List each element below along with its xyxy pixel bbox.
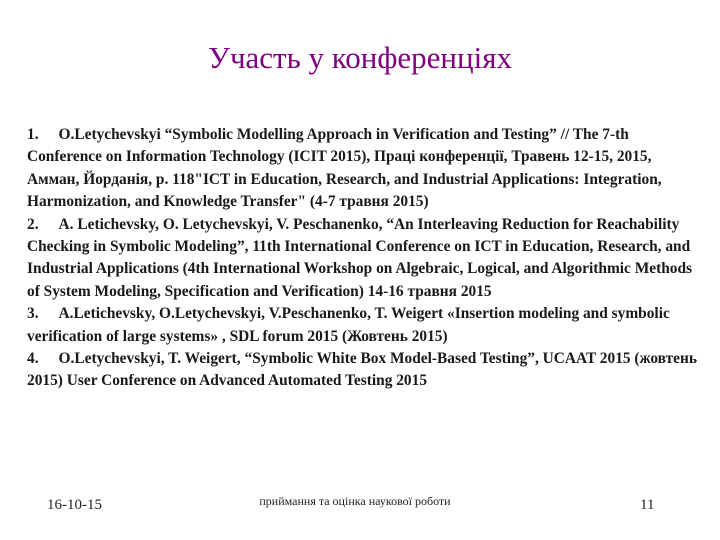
list-item [27,348,699,393]
page-number: 11 [640,497,655,513]
item-number: 2. [27,215,39,233]
footer-caption: приймання та оцінка наукової роботи [259,494,451,508]
item-number: 3. [27,305,39,323]
item-text: O.Letychevskyi, T. Weigert, “Symbolic White Box Model-Based Testing”, UCAAT 2015 (жовтень 2015) User Conference on Advanced Automated Testing 2015 [27,350,697,390]
item-text: A.Letichevsky, O.Letychevskyi, V.Peschanenko, T. Weigert «Insertion modeling and symbolic verification of large systems» , SDL forum 2015 (Жовтень 2015) [27,305,670,345]
item-text: A. Letichevsky, O. Letychevskyi, V. Peschanenko, “An Interleaving Reduction for Reachability Checking in Symbolic Modeling”, 11th International Conference on ICT in Education, Research, and Industrial Applications (4th International Workshop on Algebraic, Logical, and Algorithmic Methods of System Modeling, Specification and Verification) 14-16 травня 2015 [27,215,693,300]
item-number: 4. [27,350,39,368]
list-item [27,124,699,214]
item-text: O.Letychevskyi “Symbolic Modelling Approach in Verification and Testing” // The 7-th Conference on Information Technology (ICIT 2015), Праці конференції, Травень 12-15, 2015, Амман, Йорданія, p. 118"ICT in Education, Research, and Industrial Applications: Integration, Harmonization, and Knowledge Transfer" (4-7 травня 2015) [27,126,662,211]
list-item [27,214,699,304]
conference-list [27,124,699,393]
footer-date: 16-10-15 [47,497,102,513]
item-number: 1. [27,126,39,143]
list-item [27,303,699,348]
slide-title: Участь у конференціях [208,40,512,75]
